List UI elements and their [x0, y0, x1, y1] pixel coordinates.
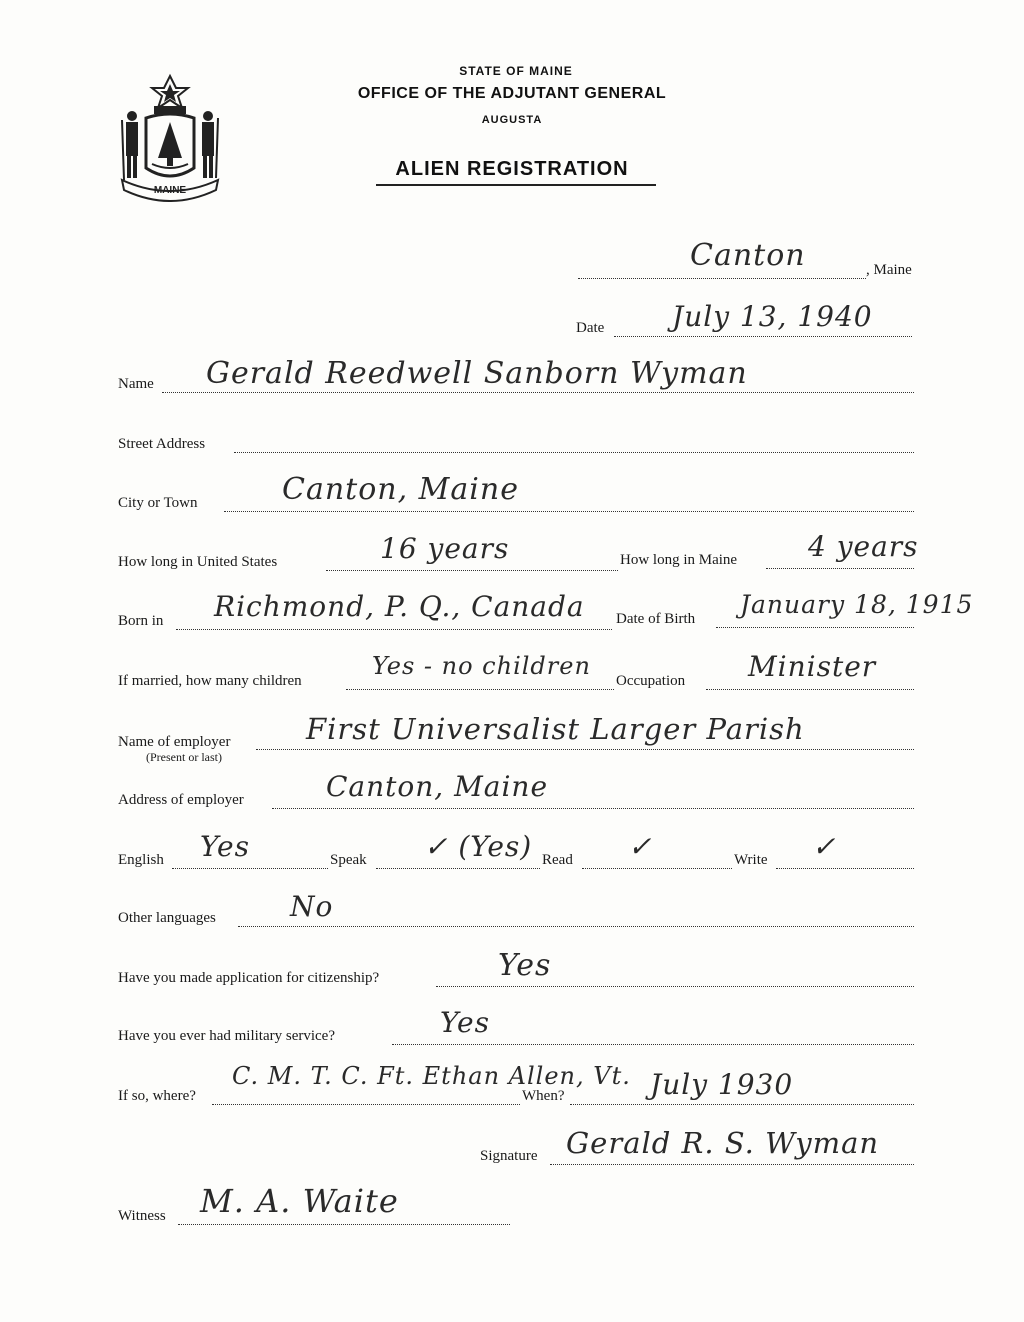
- place-line: [578, 278, 866, 279]
- city-line: [224, 511, 914, 512]
- seal-banner-text: MAINE: [153, 185, 187, 196]
- how-long-us-label: How long in United States: [118, 554, 278, 570]
- name-label: Name: [118, 376, 154, 392]
- military-value: Yes: [440, 1006, 490, 1039]
- office-heading: OFFICE OF THE ADJUTANT GENERAL: [357, 85, 667, 102]
- how-long-us-line: [326, 570, 618, 571]
- read-line: [582, 868, 732, 869]
- occupation-line: [706, 689, 914, 690]
- military-line: [392, 1044, 914, 1045]
- employer-line: [256, 749, 914, 750]
- when-line: [570, 1104, 914, 1105]
- employer-label: Name of employer: [118, 734, 231, 750]
- married-line: [346, 689, 614, 690]
- signature-label: Signature: [480, 1148, 538, 1164]
- born-in-label: Born in: [118, 613, 164, 629]
- street-line: [234, 452, 914, 453]
- read-label: Read: [542, 852, 573, 868]
- place-value: Canton: [690, 238, 806, 273]
- employer-sublabel: (Present or last): [146, 750, 222, 764]
- date-label: Date: [576, 320, 605, 336]
- where-line: [212, 1104, 520, 1105]
- married-label: If married, how many children: [118, 673, 302, 689]
- witness-label: Witness: [118, 1208, 166, 1224]
- write-value: ✓: [812, 830, 837, 863]
- street-label: Street Address: [118, 436, 206, 452]
- other-languages-label: Other languages: [118, 910, 216, 926]
- speak-label: Speak: [330, 852, 367, 868]
- witness-value: M. A. Waite: [200, 1182, 399, 1220]
- how-long-maine-line: [766, 568, 914, 569]
- write-line: [776, 868, 914, 869]
- other-languages-value: No: [290, 890, 334, 923]
- dob-value: January 18, 1915: [740, 590, 974, 619]
- speak-line: [376, 868, 540, 869]
- speak-value: ✓ (Yes): [424, 830, 533, 863]
- born-in-value: Richmond, P. Q., Canada: [214, 590, 585, 623]
- date-value: July 13, 1940: [672, 300, 873, 333]
- how-long-us-value: 16 years: [380, 532, 510, 565]
- name-value: Gerald Reedwell Sanborn Wyman: [206, 356, 748, 391]
- when-value: July 1930: [650, 1068, 794, 1101]
- citizenship-value: Yes: [498, 948, 552, 983]
- title-underline: [376, 184, 656, 186]
- military-label: Have you ever had military service?: [118, 1028, 335, 1044]
- employer-address-line: [272, 808, 914, 809]
- how-long-maine-value: 4 years: [808, 530, 919, 563]
- english-value: Yes: [200, 830, 250, 863]
- witness-line: [178, 1224, 510, 1225]
- city-value: Canton, Maine: [282, 472, 519, 507]
- city-label: City or Town: [118, 495, 198, 511]
- employer-address-value: Canton, Maine: [326, 770, 549, 803]
- english-line: [172, 868, 328, 869]
- state-heading: STATE OF MAINE: [459, 64, 573, 78]
- when-label: When?: [522, 1088, 565, 1104]
- born-in-line: [176, 629, 612, 630]
- dob-line: [716, 627, 914, 628]
- date-line: [614, 336, 912, 337]
- write-label: Write: [734, 852, 768, 868]
- employer-address-label: Address of employer: [118, 792, 244, 808]
- place-suffix: , Maine: [866, 262, 912, 278]
- where-value: C. M. T. C. Ft. Ethan Allen, Vt.: [232, 1062, 631, 1090]
- city-heading: AUGUSTA: [481, 114, 543, 126]
- citizenship-line: [436, 986, 914, 987]
- name-line: [162, 392, 914, 393]
- occupation-label: Occupation: [616, 673, 686, 689]
- married-value: Yes - no children: [372, 652, 591, 680]
- how-long-maine-label: How long in Maine: [620, 552, 738, 568]
- other-languages-line: [238, 926, 914, 927]
- occupation-value: Minister: [748, 650, 877, 683]
- employer-value: First Universalist Larger Parish: [306, 712, 805, 746]
- signature-line: [550, 1164, 914, 1165]
- where-label: If so, where?: [118, 1088, 196, 1104]
- form-title: ALIEN REGISTRATION: [395, 158, 629, 180]
- citizenship-label: Have you made application for citizenship?: [118, 970, 380, 986]
- dob-label: Date of Birth: [616, 611, 696, 627]
- signature-value: Gerald R. S. Wyman: [566, 1126, 880, 1160]
- read-value: ✓: [628, 830, 653, 863]
- english-label: English: [118, 852, 164, 868]
